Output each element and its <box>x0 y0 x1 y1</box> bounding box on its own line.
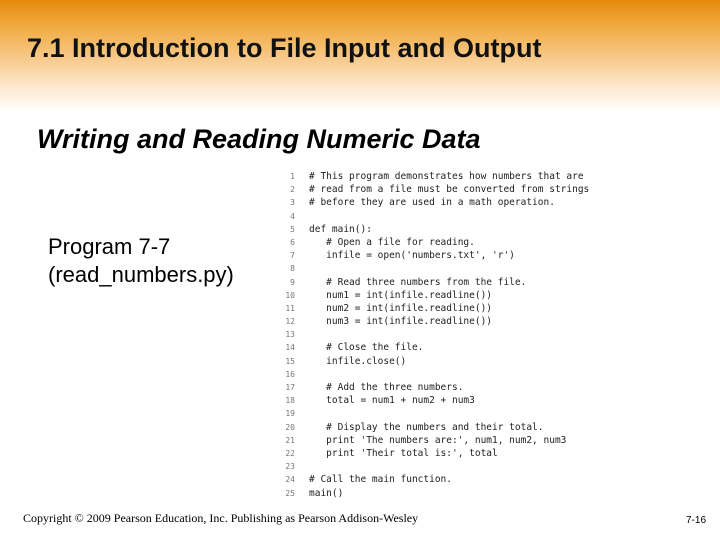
code-line <box>279 341 619 354</box>
line-number: 14 <box>285 343 295 353</box>
line-number: 5 <box>290 224 295 234</box>
code-line <box>279 170 619 183</box>
code-line <box>279 196 619 209</box>
code-text: # before they are used in a math operation. <box>309 197 555 209</box>
program-filename: (read_numbers.py) <box>48 262 234 287</box>
code-line <box>279 447 619 460</box>
line-number: 20 <box>285 422 295 432</box>
code-text: # Display the numbers and their total. <box>309 421 544 433</box>
code-text: # Close the file. <box>309 342 424 354</box>
code-text: def main(): <box>309 223 372 235</box>
line-number: 3 <box>290 198 295 208</box>
code-line <box>279 289 619 302</box>
code-line <box>279 315 619 328</box>
code-text: # read from a file must be converted from strings <box>309 184 590 196</box>
slide-subtitle: Writing and Reading Numeric Data <box>37 124 481 154</box>
line-number: 18 <box>285 396 295 406</box>
line-number: 6 <box>290 237 295 247</box>
page-number: 7-16 <box>685 515 706 526</box>
line-number: 24 <box>285 475 295 485</box>
program-name: Program 7-7 <box>48 234 171 259</box>
code-line <box>279 302 619 315</box>
line-number: 9 <box>290 277 295 287</box>
code-line <box>279 473 619 486</box>
code-line <box>279 249 619 262</box>
code-line <box>279 262 619 275</box>
line-number: 1 <box>290 172 295 181</box>
code-text: # Open a file for reading. <box>309 236 475 248</box>
line-number: 16 <box>285 369 295 379</box>
code-line <box>279 407 619 420</box>
code-line <box>279 223 619 236</box>
code-text: print 'The numbers are:', num1, num2, num3 <box>309 434 567 446</box>
code-text: num1 = int(infile.readline()) <box>309 289 493 301</box>
code-text: num3 = int(infile.readline()) <box>309 316 493 328</box>
code-line <box>279 236 619 249</box>
code-line <box>279 460 619 473</box>
code-text: # Read three numbers from the file. <box>309 276 527 288</box>
code-line <box>279 276 619 289</box>
code-line <box>279 381 619 394</box>
code-line <box>279 210 619 223</box>
line-number: 8 <box>290 264 295 274</box>
code-text: # Add the three numbers. <box>309 382 464 393</box>
code-text: num2 = int(infile.readline()) <box>309 302 493 314</box>
line-number: 17 <box>285 383 295 392</box>
line-number: 19 <box>285 409 295 419</box>
code-line <box>279 183 619 196</box>
copyright-footer: Copyright © 2009 Pearson Education, Inc. Publishing as Pearson Addison-Wesley <box>23 511 419 525</box>
line-number: 25 <box>285 488 295 498</box>
line-number: 4 <box>290 211 295 221</box>
line-number: 13 <box>285 330 295 340</box>
code-text: main() <box>309 487 344 499</box>
code-text: print 'Their total is:', total <box>309 447 498 459</box>
code-line <box>279 394 619 407</box>
code-text: infile = open('numbers.txt', 'r') <box>309 250 515 262</box>
line-number: 10 <box>285 290 295 300</box>
code-line <box>279 421 619 434</box>
code-listing <box>279 170 619 500</box>
code-text: # Call the main function. <box>309 474 452 486</box>
code-line <box>279 487 619 500</box>
line-number: 7 <box>290 251 295 261</box>
code-text: infile.close() <box>309 355 407 367</box>
line-number: 12 <box>285 317 295 327</box>
line-number: 2 <box>290 185 295 195</box>
code-line <box>279 368 619 381</box>
line-number: 15 <box>285 356 295 366</box>
code-line <box>279 328 619 341</box>
code-text: # This program demonstrates how numbers that are <box>309 171 584 182</box>
code-text: total = num1 + num2 + num3 <box>309 395 475 407</box>
code-line <box>279 355 619 368</box>
code-line <box>279 434 619 447</box>
line-number: 21 <box>285 435 295 445</box>
slide-title: 7.1 Introduction to File Input and Output <box>27 33 542 63</box>
line-number: 22 <box>285 448 295 458</box>
line-number: 11 <box>285 303 295 313</box>
line-number: 23 <box>285 462 295 472</box>
